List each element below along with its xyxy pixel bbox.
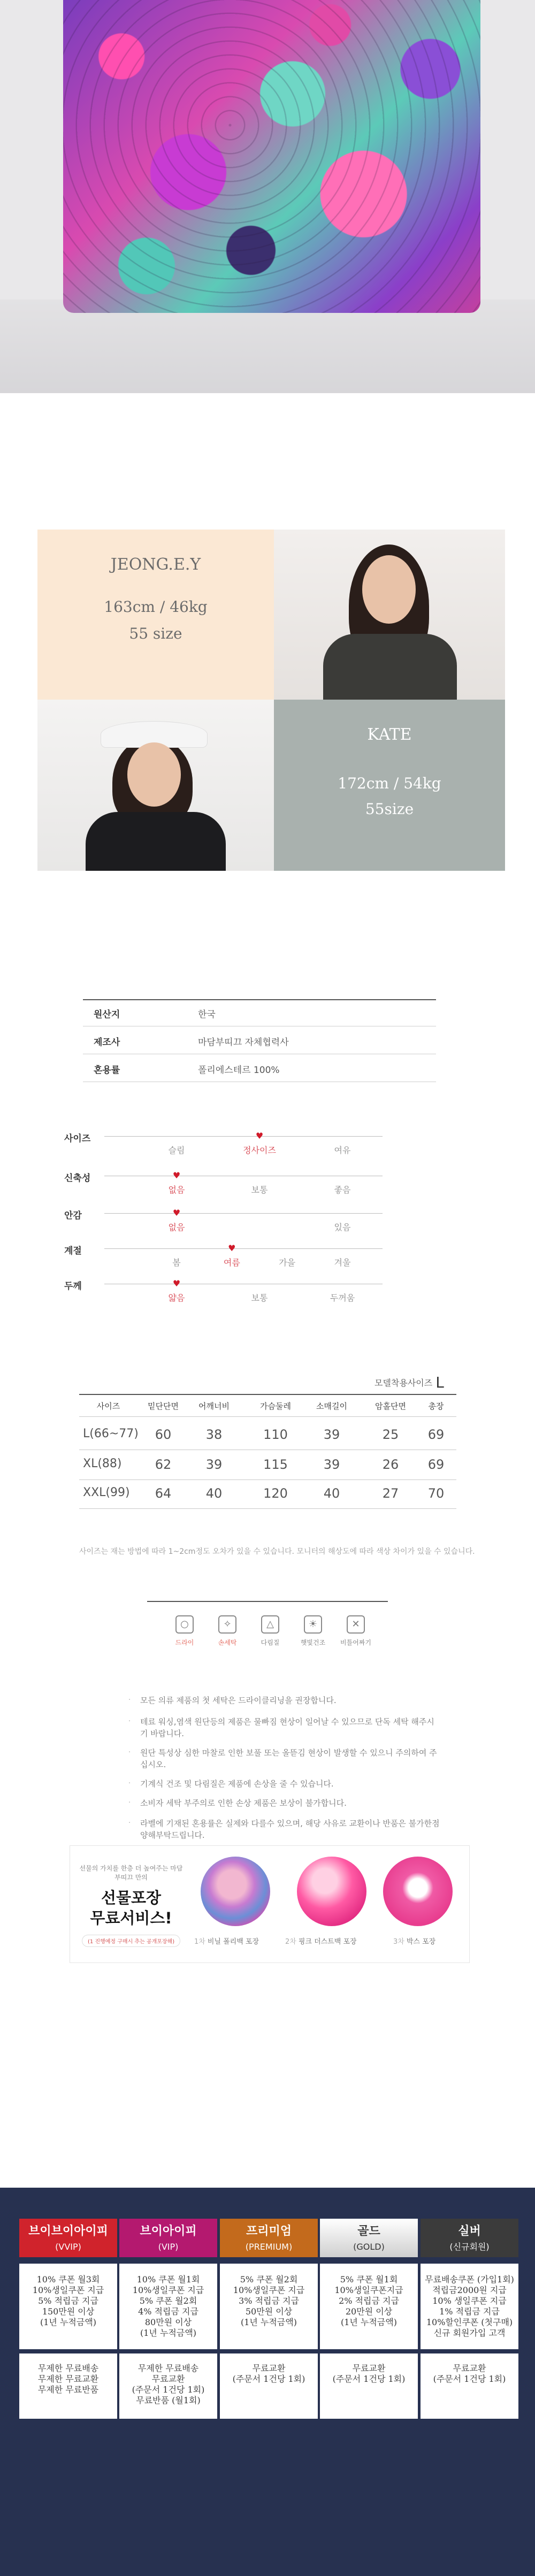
tier-name: 골드 [357, 2225, 380, 2238]
bullet-icon: · [128, 1718, 131, 1726]
fit-option: 좋음 [334, 1185, 351, 1195]
tier-benefits [220, 2264, 318, 2349]
tier-benefit: (1년 누적금액) [240, 2317, 297, 2327]
hand-wash-icon: ✧ [218, 1615, 236, 1634]
tier-benefits [119, 2264, 217, 2349]
tier-benefit: (1년 누적금액) [340, 2317, 398, 2327]
spec-label: 혼용률 [94, 1065, 120, 1076]
fit-option: 보통 [251, 1185, 268, 1195]
tier-benefit: 150만원 이상 [42, 2306, 95, 2317]
fabric-pattern-closeup [63, 0, 480, 313]
spec-table-top-rule [83, 999, 436, 1000]
tier-service: 무료교환 [453, 2363, 486, 2373]
size-cell: 62 [155, 1457, 172, 1472]
fit-option: 여유 [334, 1145, 351, 1155]
size-cell: 25 [382, 1427, 399, 1442]
size-cell: 64 [155, 1486, 172, 1501]
tier-benefit: (1년 누적금액) [40, 2317, 97, 2327]
fit-scale-bar [104, 1248, 383, 1249]
tier-benefit: 10%할인쿠폰 (첫구매) [426, 2317, 513, 2327]
size-table-rule [79, 1479, 456, 1480]
size-cell: 120 [263, 1486, 288, 1501]
tier-benefit: (1년 누적금액) [140, 2328, 197, 2338]
care-note-text: 원단 특성상 심한 마찰로 인한 보풀 또는 올뜯김 현상이 발생할 수 있으니 주의하여 주십시오. [140, 1748, 437, 1769]
fit-selected-heart-icon: ♥ [172, 1278, 181, 1289]
tier-benefit: 5% 쿠폰 월2회 [139, 2296, 197, 2306]
size-column-header: 총장 [428, 1401, 444, 1411]
fit-option: 두꺼움 [330, 1293, 355, 1303]
tier-benefits [320, 2264, 418, 2349]
fit-label: 안감 [64, 1210, 82, 1221]
fit-label: 두께 [64, 1281, 82, 1292]
care-item [251, 1615, 289, 1647]
tier-benefit: 적립금2000원 지급 [432, 2285, 507, 2295]
tier-name: 실버 [458, 2225, 481, 2238]
size-row-label: XXL(99) [83, 1486, 130, 1499]
care-note-text: 라벨에 기재된 혼용률은 실제와 다를수 있으며, 해당 사유로 교환이나 반품은 불가한점 양해부탁드립니다. [140, 1819, 440, 1840]
bullet-icon: · [128, 1819, 131, 1827]
tier-service: 무료반품 (월1회) [136, 2395, 201, 2405]
care-item [209, 1615, 246, 1647]
size-cell: 69 [427, 1427, 445, 1442]
tier-sub: (신규회원) [449, 2242, 490, 2252]
bullet-icon: · [128, 1780, 131, 1788]
tier-service: (주문서 1건당 1회) [332, 2374, 406, 2384]
size-cell: 39 [205, 1457, 223, 1472]
gift-option-num: 3차 [393, 1938, 404, 1946]
care-note [128, 1747, 440, 1770]
dry-clean-icon: ○ [175, 1615, 194, 1634]
model-card-kate [274, 700, 505, 871]
care-item [166, 1615, 203, 1647]
tier-services [320, 2353, 418, 2419]
size-column-header: 소매길이 [316, 1401, 347, 1411]
fit-option: 가을 [279, 1258, 296, 1268]
size-cell: 69 [427, 1457, 445, 1472]
tier-service: (주문서 1건당 1회) [433, 2374, 506, 2384]
care-note [128, 1778, 440, 1790]
gift-option-3 [393, 1936, 435, 1946]
gift-option-label: 박스 포장 [406, 1938, 436, 1946]
tier-header [19, 2219, 117, 2257]
fit-selected-heart-icon: ♥ [172, 1208, 181, 1218]
care-note [128, 1797, 440, 1809]
fit-label: 계절 [64, 1246, 82, 1256]
fit-selected-heart-icon: ♥ [172, 1170, 181, 1180]
tier-benefit: 20만원 이상 [345, 2306, 393, 2317]
size-column-header: 가슴둘레 [260, 1401, 291, 1411]
tier-benefit: 10%생일쿠폰 지급 [233, 2285, 305, 2295]
fit-label: 신축성 [64, 1173, 91, 1184]
care-item [294, 1615, 332, 1647]
care-label: 햇빛건조 [300, 1639, 326, 1646]
fit-option: 보통 [251, 1293, 268, 1303]
size-column-header: 밑단단면 [148, 1401, 179, 1411]
gift-note: (1 진행예정 구매시 추는 공개포장해) [82, 1935, 180, 1947]
care-note-text: 기계식 건조 및 다림질은 제품에 손상을 줄 수 있습니다. [140, 1779, 334, 1789]
spec-label: 제조사 [94, 1037, 120, 1048]
spec-label: 원산지 [94, 1009, 120, 1020]
size-cell: 60 [155, 1427, 172, 1442]
tier-name: 브이아이피 [140, 2225, 197, 2238]
bullet-icon: · [128, 1799, 131, 1807]
tier-sub: (VIP) [158, 2242, 179, 2252]
size-table-note: 사이즈는 재는 방법에 따라 1~2cm정도 오차가 있을 수 있습니다. 모니터의 해상도에 따라 색상 차이가 있을 수 있습니다. [79, 1547, 475, 1556]
tier-benefit: 2% 적립금 지급 [339, 2296, 399, 2306]
tier-benefit: 10%생일쿠폰 지급 [132, 2285, 204, 2295]
model-size: 55size [365, 800, 414, 818]
gift-wrap-banner [70, 1845, 470, 1963]
size-cell: 40 [323, 1486, 340, 1501]
tier-benefit: 5% 적립금 지급 [38, 2296, 98, 2306]
care-label: 다림질 [261, 1639, 280, 1646]
size-row-label: XL(88) [83, 1457, 122, 1470]
tier-header [421, 2219, 518, 2257]
gift-option-1 [194, 1936, 259, 1946]
size-cell: 115 [263, 1457, 288, 1472]
care-note-text: 테료 워싱,염색 원단등의 제품은 물빠짐 현상이 일어날 수 있으므로 단독 세탁 해주시기 바랍니다. [140, 1717, 434, 1738]
tier-name: 프리미엄 [246, 2225, 292, 2238]
size-column-header: 사이즈 [96, 1401, 120, 1411]
tier-benefit: 1% 적립금 지급 [439, 2306, 500, 2317]
tier-service: 무료교환 [252, 2363, 286, 2373]
tier-service: (주문서 1건당 1회) [232, 2374, 305, 2384]
tier-services [19, 2353, 117, 2419]
tier-benefit: 5% 쿠폰 월2회 [240, 2274, 298, 2284]
fit-scale-bar [104, 1136, 383, 1137]
tier-benefit: 10% 생일쿠폰 지급 [432, 2296, 507, 2306]
fit-option: 없음 [168, 1222, 185, 1232]
tier-benefit: 무료배송쿠폰 (가입1회) [425, 2274, 514, 2284]
tier-services [220, 2353, 318, 2419]
fit-option: 슬림 [168, 1145, 185, 1155]
spec-value: 폴리에스테르 100% [198, 1065, 280, 1076]
model-size-indicator [374, 1374, 444, 1391]
gift-option-2 [285, 1936, 357, 1946]
tier-benefit: 4% 적립금 지급 [138, 2306, 198, 2317]
tier-services [421, 2353, 518, 2419]
size-cell: 38 [205, 1427, 223, 1442]
size-cell: 110 [263, 1427, 288, 1442]
tier-benefits [421, 2264, 518, 2349]
tier-benefit: 50만원 이상 [245, 2306, 293, 2317]
size-cell: 70 [427, 1486, 445, 1501]
size-cell: 40 [205, 1486, 223, 1501]
care-item [337, 1615, 374, 1647]
care-label: 비틀어짜기 [340, 1639, 371, 1646]
model-size: 55 size [129, 625, 182, 642]
care-note [128, 1716, 440, 1739]
tier-service: (주문서 1건당 1회) [132, 2385, 205, 2395]
size-cell: 39 [323, 1457, 340, 1472]
bullet-icon: · [128, 1696, 131, 1704]
fit-label: 사이즈 [64, 1133, 91, 1144]
tier-sub: (VVIP) [55, 2242, 81, 2252]
tier-sub: (PREMIUM) [245, 2242, 293, 2252]
bullet-icon: · [128, 1749, 131, 1757]
tier-benefit: 80만원 이상 [144, 2317, 192, 2327]
tier-benefit: 10%생일쿠폰 지급 [32, 2285, 104, 2295]
tier-header [119, 2219, 217, 2257]
tier-benefits [19, 2264, 117, 2349]
fit-option: 있음 [334, 1222, 351, 1232]
tier-sub: (GOLD) [353, 2242, 385, 2252]
iron-icon: △ [261, 1615, 279, 1634]
fit-selected-heart-icon: ♥ [228, 1243, 236, 1253]
gift-title: 선물포장 [101, 1889, 162, 1907]
pink-dustbag-image [297, 1857, 366, 1926]
tier-service: 무제한 무료배송 [37, 2363, 99, 2373]
care-note-text: 소비자 세탁 부주의로 인한 손상 제품은 보상이 불가합니다. [140, 1798, 347, 1808]
spec-value: 마담부띠끄 자체협력사 [198, 1037, 289, 1048]
model-name: KATE [367, 725, 412, 744]
care-label: 드라이 [175, 1639, 194, 1646]
tier-service: 무제한 무료반품 [37, 2385, 99, 2395]
care-note [128, 1818, 440, 1841]
hero-background [0, 300, 535, 393]
shade-dry-icon: ☀ [304, 1615, 322, 1634]
fit-option: 겨울 [334, 1258, 351, 1268]
tier-benefit: 5% 쿠폰 월1회 [340, 2274, 398, 2284]
model-spec: 172cm / 54kg [338, 775, 441, 792]
model-photo-jeong [274, 530, 505, 700]
gift-intro: 선물의 가치를 한층 더 높여주는 마담부띠끄 만의 [79, 1865, 183, 1881]
spec-value: 한국 [198, 1009, 216, 1020]
gift-option-num: 1차 [194, 1938, 205, 1946]
size-row-label: L(66~77) [83, 1427, 139, 1440]
tier-benefit: 10% 쿠폰 월3회 [36, 2274, 100, 2284]
tier-benefit: 10% 쿠폰 월1회 [136, 2274, 200, 2284]
box-wrap-image [383, 1857, 453, 1926]
care-note [128, 1695, 440, 1706]
gift-option-label: 핑크 더스트백 포장 [298, 1938, 357, 1946]
tier-benefit: 3% 적립금 지급 [239, 2296, 299, 2306]
fit-option: 없음 [168, 1185, 185, 1195]
care-label: 손세탁 [218, 1639, 237, 1646]
size-column-header: 암홀단면 [375, 1401, 406, 1411]
gift-option-num: 2차 [285, 1938, 296, 1946]
product-detail-image [0, 0, 535, 393]
no-bleach-icon: ✕ [347, 1615, 365, 1634]
vinyl-polybag-image [201, 1857, 270, 1926]
model-size-label: 모델착용사이즈 [374, 1378, 433, 1388]
model-spec: 163cm / 46kg [104, 598, 208, 616]
model-size-value: L [435, 1374, 444, 1391]
tier-header [320, 2219, 418, 2257]
tier-service: 무료교환 [352, 2363, 386, 2373]
model-name: JEONG.E.Y [110, 555, 201, 574]
tier-services [119, 2353, 217, 2419]
gift-subtitle: 무료서비스! [90, 1909, 172, 1927]
model-photo-kate [37, 700, 274, 871]
fit-selected-heart-icon: ♥ [255, 1131, 264, 1141]
fit-option: 얇음 [168, 1293, 185, 1303]
tier-header [220, 2219, 318, 2257]
fit-option: 정사이즈 [243, 1145, 276, 1155]
tier-service: 무제한 무료배송 [137, 2363, 199, 2373]
size-table-rule [79, 1508, 456, 1509]
fit-option: 봄 [172, 1258, 181, 1268]
tier-service: 무료교환 [151, 2374, 185, 2384]
care-note-text: 모든 의류 제품의 첫 세탁은 드라이클리닝을 권장합니다. [140, 1696, 337, 1705]
gift-option-label: 비닐 폴리백 포장 [207, 1938, 259, 1946]
size-table-rule [79, 1416, 456, 1417]
size-column-header: 어깨너비 [198, 1401, 230, 1411]
tier-benefit: 10%생일쿠폰지급 [334, 2285, 403, 2295]
size-table-top-rule [79, 1394, 456, 1395]
model-card-jeong [37, 530, 274, 700]
size-cell: 27 [382, 1486, 399, 1501]
tier-service: 무제한 무료교환 [37, 2374, 99, 2384]
size-cell: 26 [382, 1457, 399, 1472]
tier-name: 브이브이아이피 [28, 2225, 108, 2238]
size-cell: 39 [323, 1427, 340, 1442]
tier-benefit: 신규 회원가입 고객 [433, 2328, 506, 2338]
fit-option: 여름 [223, 1258, 240, 1268]
fit-scale-bar [104, 1213, 383, 1214]
